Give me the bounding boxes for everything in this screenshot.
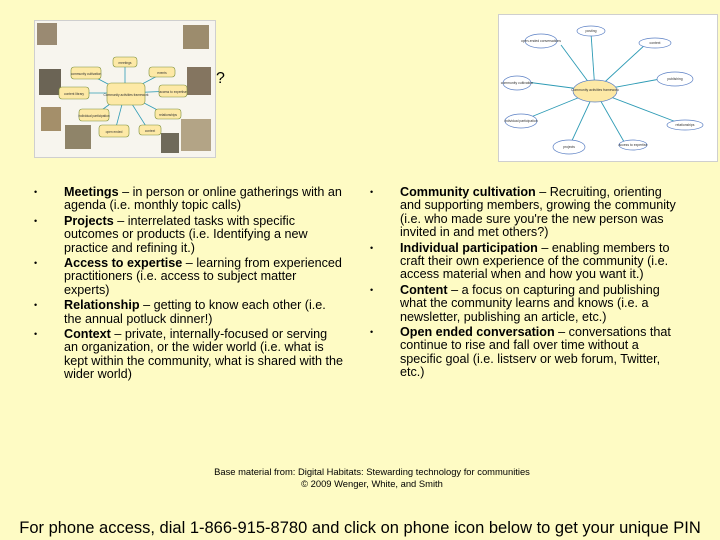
node-label: access to expertise — [618, 143, 648, 147]
node-label: context — [144, 129, 156, 133]
citation-line: Base material from: Digital Habitats: Stewarding technology for communities — [214, 466, 530, 477]
node-label: individual participation — [504, 119, 538, 123]
list-item: • Individual participation – enabling members to craft their own experience of the community (i.e. access material when and how you want it.) — [370, 242, 682, 282]
activity-list-left — [34, 186, 344, 384]
photo-thumbnail — [39, 69, 61, 95]
node-label-meetings: meetings — [118, 61, 132, 65]
photo-thumbnail — [183, 25, 209, 49]
node-label-center: Community activities framework — [571, 88, 619, 92]
source-citation — [200, 466, 544, 490]
list-item: • Open ended conversation – conversations that continue to rise and fall over time without a specific goal (i.e. listserv or web forum, Twitter, etc.) — [370, 326, 682, 380]
activity-list-right — [370, 186, 682, 382]
list-item: • Meetings – in person or online gatherings with an agenda (i.e. monthly topic calls) — [34, 186, 344, 213]
node-label: relationships — [159, 113, 177, 117]
activities-collage-diagram — [34, 20, 216, 158]
photo-thumbnail — [187, 67, 211, 95]
question-mark: ? — [216, 70, 225, 87]
node-label: events — [157, 71, 167, 75]
photo-thumbnail — [65, 125, 91, 149]
node-label: individual participation — [78, 114, 110, 118]
list-item: • Context – private, internally-focused or serving an organization, or the wider world (i.e. what is kept within the community, what is shared with the wider world) — [34, 328, 344, 382]
list-item: • Community cultivation – Recruiting, orienting and supporting members, growing the community (i.e. who made sure you're the new person was invited in and met others?) — [370, 186, 682, 240]
node-label: community cultivation — [500, 81, 534, 85]
node-label: open-ended conversations — [521, 39, 561, 43]
list-item: • Access to expertise – learning from experienced practitioners (i.e. access to subject matter experts) — [34, 257, 344, 297]
collage-svg — [35, 21, 215, 157]
activities-spoke-diagram — [498, 14, 718, 162]
photo-thumbnail — [41, 107, 61, 131]
spoke-svg — [499, 15, 717, 161]
photo-thumbnail — [181, 119, 211, 151]
node-label: relationships — [675, 123, 695, 127]
phone-access-footer: For phone access, dial 1-866-915-8780 and click on phone icon below to get your unique PIN — [19, 519, 701, 537]
node-label: publishing — [667, 77, 683, 81]
node-label: content library — [63, 92, 85, 96]
node-label: open ended — [105, 130, 123, 134]
list-item: • Relationship – getting to know each other (i.e. the annual potluck dinner!) — [34, 299, 344, 326]
photo-thumbnail — [161, 133, 179, 153]
list-item: • Projects – interrelated tasks with specific outcomes or products (i.e. Identifying a new practice and refining it.) — [34, 215, 344, 255]
photo-thumbnail — [37, 23, 57, 45]
node-label-center: Community activities framework — [103, 93, 149, 97]
node-label: access to expertise — [159, 90, 187, 94]
node-label: context — [649, 41, 661, 45]
copyright-line: © 2009 Wenger, White, and Smith — [301, 478, 443, 489]
node-label: community cultivation — [70, 72, 102, 76]
list-item: • Content – a focus on capturing and publishing what the community learns and knows (i.e. a newsletter, publishing an article, etc.) — [370, 284, 682, 324]
node-label: projects — [563, 145, 575, 149]
node-label-posting: posting — [585, 29, 597, 33]
